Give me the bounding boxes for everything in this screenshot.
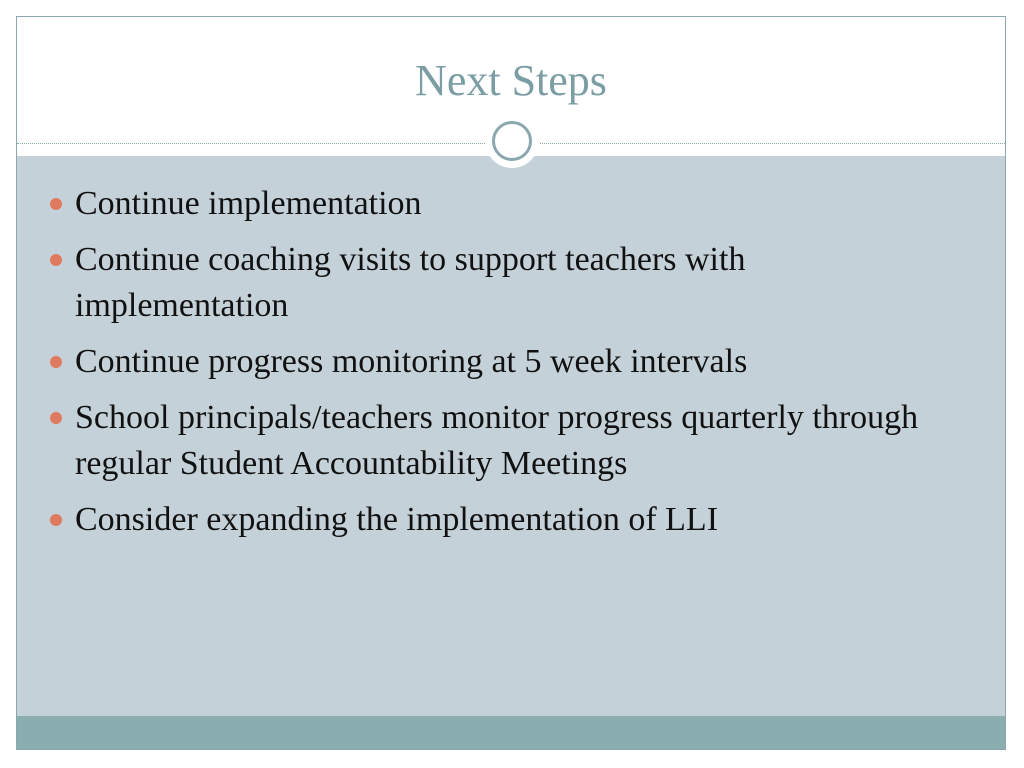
slide-title: Next Steps (415, 56, 607, 105)
footer-bar (17, 716, 1005, 750)
bullet-dot-icon (50, 198, 62, 210)
list-item (45, 181, 965, 227)
bullet-dot-icon (50, 514, 62, 526)
bullet-text: Consider expanding the implementation of LLI (75, 501, 719, 538)
list-item (45, 237, 965, 329)
bullet-list (45, 181, 965, 553)
bullet-dot-icon (50, 412, 62, 424)
list-item (45, 395, 965, 487)
circle-ring-icon (492, 121, 532, 161)
bullet-text: Continue progress monitoring at 5 week intervals (75, 343, 748, 380)
bullet-text: Continue implementation (75, 185, 422, 222)
list-item (45, 497, 965, 543)
bullet-dot-icon (50, 254, 62, 266)
bullet-text: School principals/teachers monitor progress quarterly through regular Student Accountability Meetings (75, 399, 919, 482)
bullet-dot-icon (50, 356, 62, 368)
slide (16, 16, 1006, 750)
bullet-text: Continue coaching visits to support teachers with implementation (75, 241, 746, 324)
list-item (45, 339, 965, 385)
